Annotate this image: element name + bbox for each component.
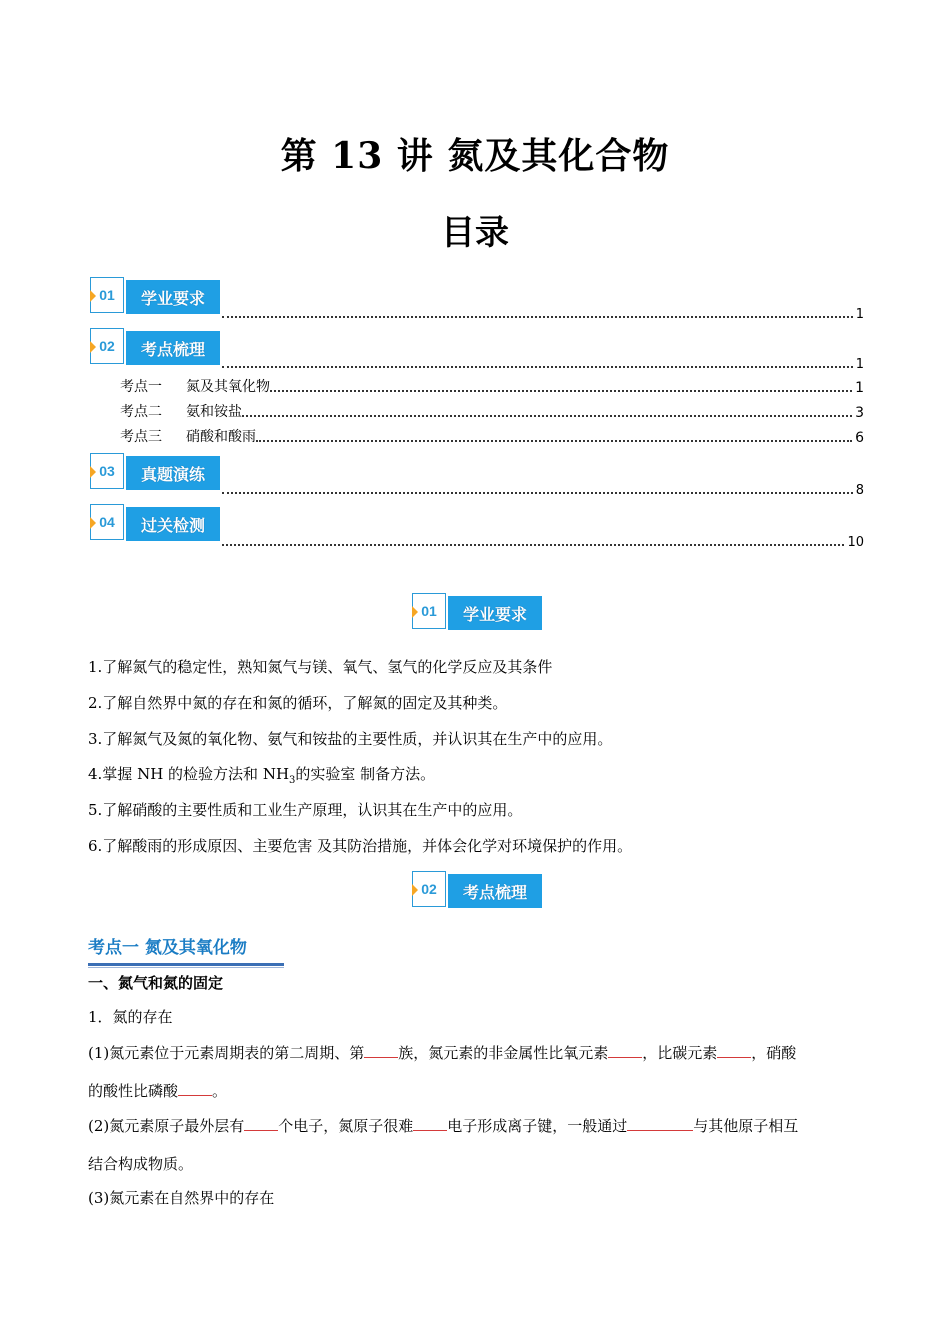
fill-blank[interactable] bbox=[178, 1081, 212, 1096]
subsection-heading: 一、氮气和氮的固定 bbox=[88, 974, 224, 992]
badge-label: 学业要求 bbox=[448, 596, 542, 630]
toc-badge-04[interactable] bbox=[90, 504, 220, 540]
toc-page-number: 1 bbox=[855, 357, 864, 372]
paragraph-1: 1．氮的存在 bbox=[88, 1008, 173, 1026]
toc-badge-02[interactable] bbox=[90, 328, 220, 364]
toc-sub-item-1[interactable]: 考点一 氮及其氧化物 1 bbox=[120, 379, 864, 396]
toc-entry-03[interactable] bbox=[222, 480, 864, 498]
toc-title: 目录 bbox=[441, 213, 509, 253]
badge-number: 04 bbox=[90, 504, 124, 540]
section-badge-01 bbox=[412, 593, 542, 629]
toc-page-number: 10 bbox=[847, 535, 864, 550]
badge-number: 02 bbox=[412, 871, 446, 907]
badge-number: 02 bbox=[90, 328, 124, 364]
toc-page-number: 1 bbox=[855, 307, 864, 322]
badge-label: 真题演练 bbox=[126, 456, 220, 490]
fill-blank[interactable] bbox=[413, 1116, 447, 1131]
requirement-6: 6.了解酸雨的形成原因、主要危害 及其防治措施，并体会化学对环境保护的作用。 bbox=[88, 837, 633, 855]
requirement-1: 1.了解氮气的稳定性，熟知氮气与镁、氧气、氢气的化学反应及其条件 bbox=[88, 658, 553, 676]
paragraph-3: 的酸性比磷酸 。 bbox=[88, 1082, 228, 1100]
badge-label: 考点梳理 bbox=[448, 874, 542, 908]
requirement-4: 4.掌握 NH 的检验方法和 $NH_3$的实验室 制备方法。 bbox=[88, 765, 436, 786]
requirement-2: 2.了解自然界中氮的存在和氮的循环，了解氮的固定及其种类。 bbox=[88, 694, 508, 712]
fill-blank[interactable] bbox=[627, 1116, 693, 1131]
badge-number: 01 bbox=[90, 277, 124, 313]
requirement-5: 5.了解硝酸的主要性质和工业生产原理，认识其在生产中的应用。 bbox=[88, 801, 523, 819]
badge-label: 学业要求 bbox=[126, 280, 220, 314]
toc-entry-04[interactable] bbox=[222, 532, 864, 550]
arrow-icon bbox=[90, 466, 96, 478]
paragraph-2: (1)氮元素位于元素周期表的第二周期、第 族，氮元素的非金属性比氧元素 ，比碳元素 ，硝酸 bbox=[88, 1044, 797, 1062]
fill-blank[interactable] bbox=[364, 1043, 398, 1058]
paragraph-4: (2)氮元素原子最外层有 个电子，氮原子很难 电子形成离子键，一般通过 与其他原子相互 bbox=[88, 1117, 799, 1135]
heading-underline-thin bbox=[88, 967, 284, 968]
fill-blank[interactable] bbox=[717, 1043, 751, 1058]
badge-label: 过关检测 bbox=[126, 507, 220, 541]
fill-blank[interactable] bbox=[244, 1116, 278, 1131]
toc-sub-item-2[interactable]: 考点二 氨和铵盐 3 bbox=[120, 404, 864, 421]
arrow-icon bbox=[90, 290, 96, 302]
arrow-icon bbox=[412, 606, 418, 618]
toc-badge-01[interactable] bbox=[90, 277, 220, 313]
arrow-icon bbox=[90, 517, 96, 529]
page-title: 第 13 讲 氮及其化合物 bbox=[280, 135, 670, 177]
arrow-icon bbox=[90, 341, 96, 353]
badge-number: 01 bbox=[412, 593, 446, 629]
section-badge-02 bbox=[412, 871, 542, 907]
arrow-icon bbox=[412, 884, 418, 896]
toc-entry-02[interactable] bbox=[222, 354, 864, 372]
paragraph-6: (3)氮元素在自然界中的存在 bbox=[88, 1189, 275, 1207]
topic-heading: 考点一 氮及其氧化物 bbox=[88, 938, 247, 958]
badge-label: 考点梳理 bbox=[126, 331, 220, 365]
heading-underline bbox=[88, 963, 284, 966]
paragraph-5: 结合构成物质。 bbox=[88, 1155, 194, 1173]
toc-badge-03[interactable] bbox=[90, 453, 220, 489]
toc-page-number: 8 bbox=[855, 483, 864, 498]
requirement-3: 3.了解氮气及氮的氧化物、氨气和铵盐的主要性质，并认识其在生产中的应用。 bbox=[88, 730, 613, 748]
badge-number: 03 bbox=[90, 453, 124, 489]
toc-entry-01[interactable] bbox=[222, 304, 864, 322]
toc-sub-item-3[interactable]: 考点三 硝酸和酸雨 6 bbox=[120, 429, 864, 446]
fill-blank[interactable] bbox=[608, 1043, 642, 1058]
